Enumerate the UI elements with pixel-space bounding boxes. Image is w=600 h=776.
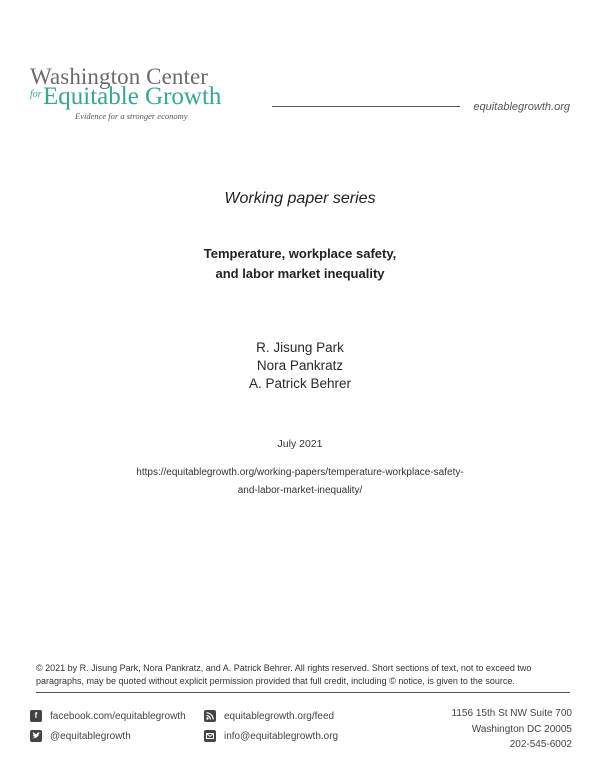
author-name: R. Jisung Park — [256, 340, 344, 355]
facebook-icon: f — [30, 710, 42, 722]
paper-title — [0, 244, 600, 284]
paper-url-line-1[interactable]: https://equitablegrowth.org/working-papers/temperature-workplace-safety- — [136, 467, 464, 478]
facebook-link[interactable] — [30, 710, 186, 722]
logo-subtitle: Equitable Growth — [43, 83, 222, 110]
twitter-link[interactable] — [30, 730, 131, 742]
publication-date: July 2021 — [277, 438, 323, 450]
logo-title: Washington Center — [30, 64, 209, 89]
phone-number: 202-545-6002 — [509, 739, 572, 750]
mailing-address — [452, 706, 572, 753]
rss-icon — [204, 710, 216, 722]
facebook-label: facebook.com/equitablegrowth — [50, 710, 186, 722]
paper-url-link[interactable] — [0, 464, 600, 500]
paper-title-line-1: Temperature, workplace safety, — [203, 246, 397, 261]
email-label: info@equitablegrowth.org — [224, 730, 339, 742]
paper-url-line-2[interactable]: and-labor-market-inequality/ — [237, 485, 363, 496]
logo-for: for — [30, 89, 42, 100]
address-line-2: Washington DC 20005 — [471, 723, 572, 735]
header-divider — [272, 106, 460, 107]
series-label: Working paper series — [224, 190, 376, 207]
twitter-icon — [30, 730, 42, 742]
paper-title-line-2: and labor market inequality — [215, 266, 385, 281]
email-link[interactable] — [204, 730, 338, 742]
footer-divider — [36, 692, 570, 693]
logo-tagline: Evidence for a stronger economy — [75, 111, 188, 121]
site-url-link[interactable]: equitablegrowth.org — [473, 101, 570, 113]
feed-label: equitablegrowth.org/feed — [224, 710, 335, 722]
copyright-notice: © 2021 by R. Jisung Park, Nora Pankratz, and A. Patrick Behrer. All rights reserved. Short sections of text, not to exceed two paragraphs, may be quoted without explicit permission provided that full credit, including © notice, is given to the source. — [36, 663, 532, 686]
email-icon — [204, 730, 216, 742]
author-name: A. Patrick Behrer — [248, 376, 352, 391]
address-line-1: 1156 15th St NW Suite 700 — [451, 708, 572, 719]
feed-link[interactable] — [204, 710, 334, 722]
author-name: Nora Pankratz — [256, 358, 344, 373]
twitter-label: @equitablegrowth — [50, 730, 131, 742]
author-list — [0, 339, 600, 393]
